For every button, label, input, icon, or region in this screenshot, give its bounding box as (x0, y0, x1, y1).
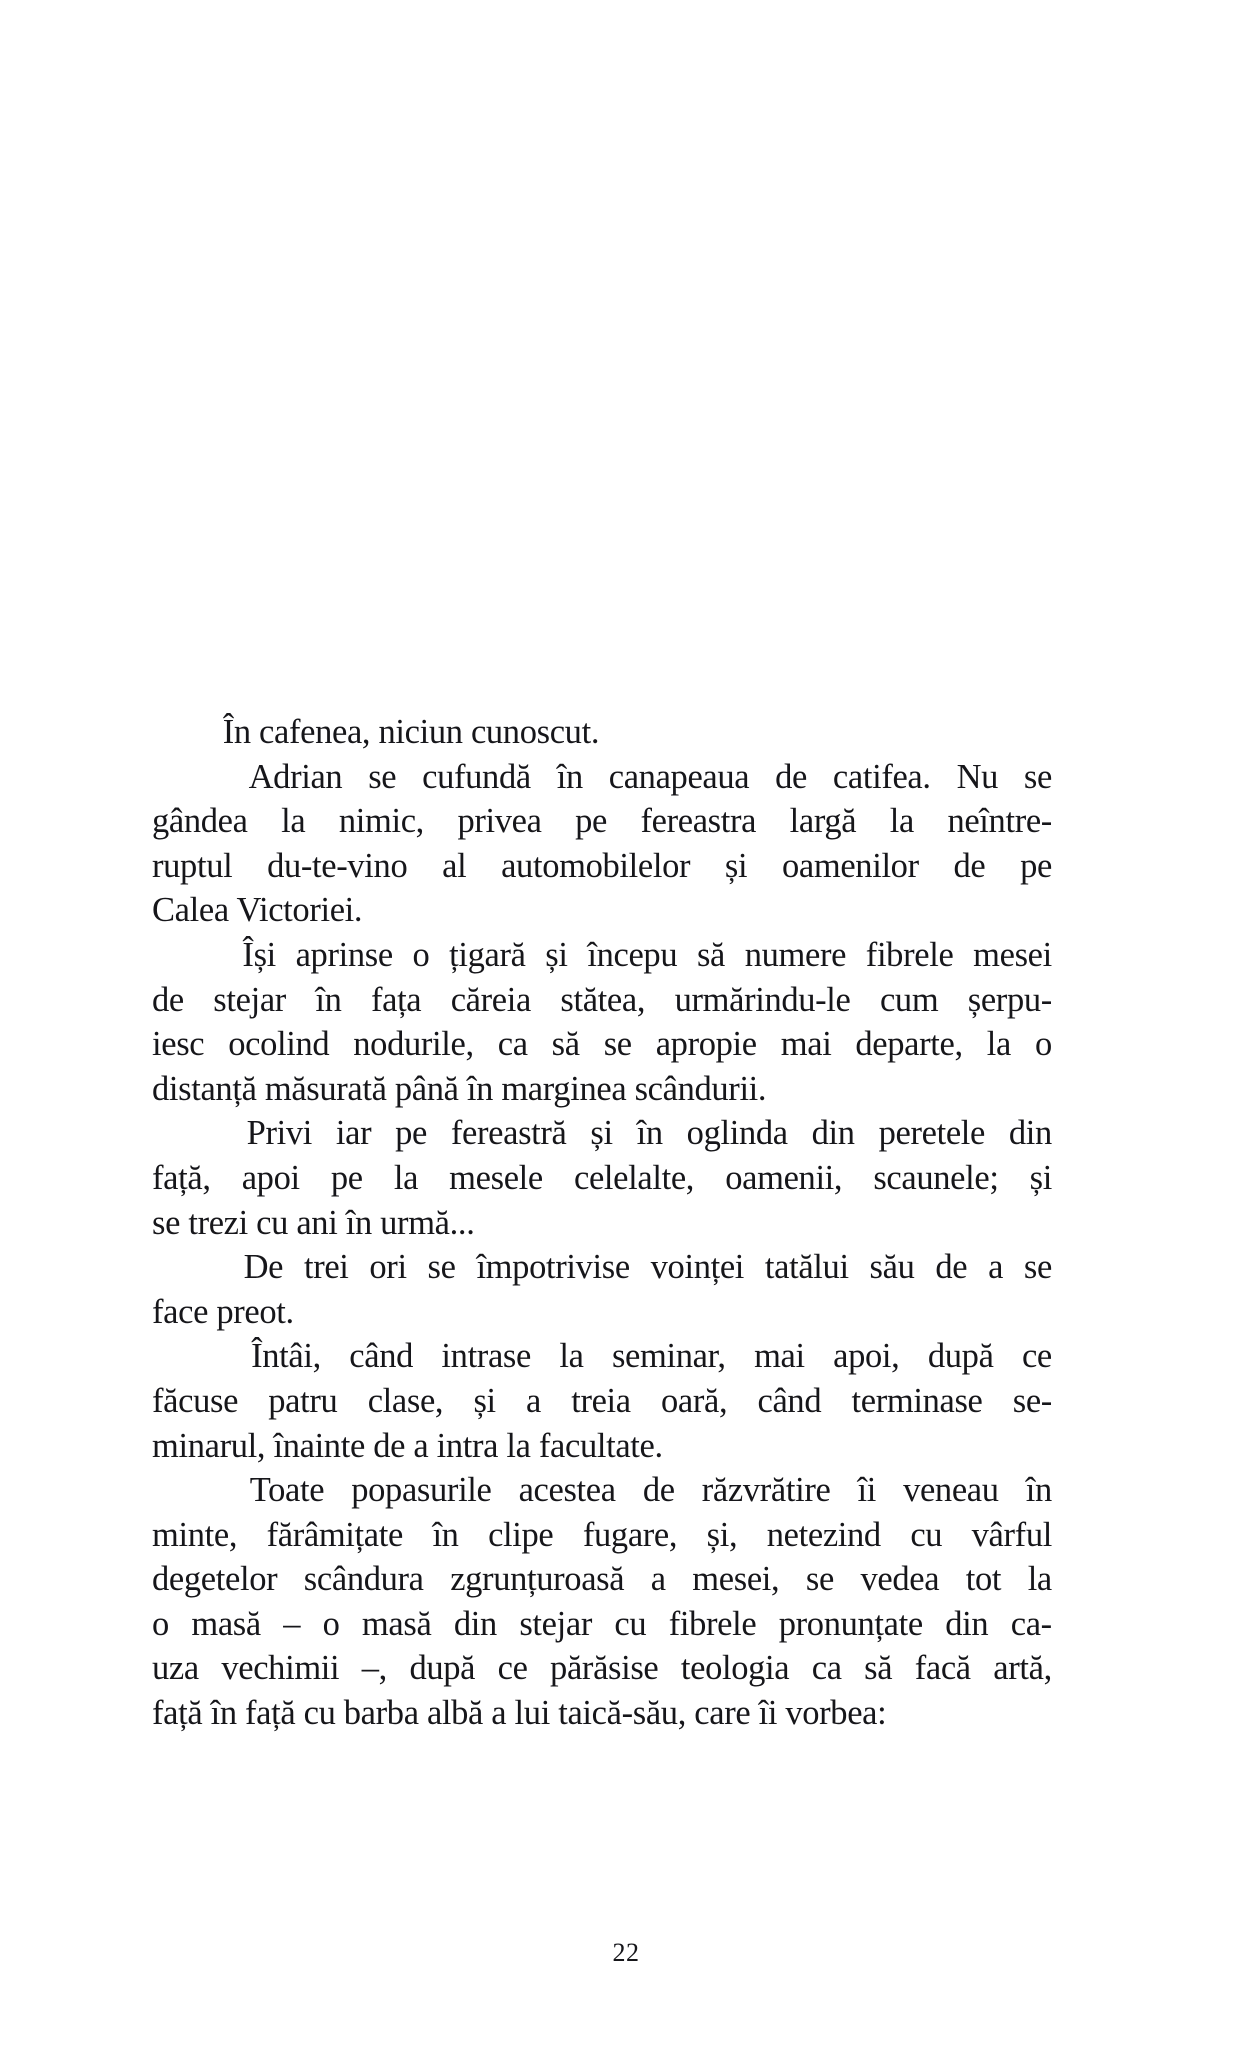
word: catifea. (832, 757, 931, 796)
word: se (603, 1025, 632, 1064)
text-line (152, 1513, 1052, 1558)
word: părăsise (550, 1649, 659, 1688)
word: apoi (241, 1158, 300, 1197)
word: vedea (860, 1560, 940, 1599)
text-line (152, 1646, 1052, 1691)
word: în (636, 1114, 663, 1153)
word: său (869, 1248, 915, 1287)
word: și (473, 1381, 496, 1420)
word: ruptul (152, 846, 233, 885)
word: în (556, 757, 583, 796)
word: De (243, 1248, 284, 1287)
word: răzvrătire (701, 1471, 831, 1510)
word: Întâi, (251, 1337, 321, 1376)
word: oamenilor (781, 846, 919, 885)
word: când (757, 1381, 822, 1420)
word: acestea (518, 1471, 616, 1510)
word: căreia (450, 980, 531, 1019)
word: neîntre- (947, 802, 1052, 841)
word: Adrian (248, 757, 343, 796)
word: și, (706, 1515, 738, 1554)
word: masă (191, 1604, 261, 1643)
word: pronunțate (778, 1604, 923, 1643)
text-line (152, 978, 1052, 1023)
word: masă (361, 1604, 432, 1643)
word: oglinda (686, 1114, 788, 1153)
word: tatălui (764, 1248, 849, 1287)
word: se (805, 1560, 834, 1599)
word: mesei (973, 935, 1052, 974)
word: în (1025, 1471, 1052, 1510)
word: intrase (441, 1337, 531, 1376)
word: Privi (246, 1114, 312, 1153)
word: îi (857, 1471, 876, 1510)
word: canapeaua (608, 757, 750, 796)
word: Își (242, 935, 276, 974)
text-line (152, 1111, 1052, 1156)
word: stătea, (560, 980, 646, 1019)
word: la (393, 1158, 419, 1197)
word: și (1029, 1158, 1052, 1197)
word: față, (152, 1158, 211, 1197)
word: o (152, 1604, 169, 1643)
word: mesei, (692, 1560, 780, 1599)
word: fibrele (668, 1604, 757, 1643)
word: scândura (303, 1560, 424, 1599)
word: nimic, (338, 802, 424, 841)
word: mesele (449, 1158, 543, 1197)
word: se (1023, 1248, 1052, 1287)
word: din (811, 1114, 855, 1153)
word: celelalte, (574, 1158, 695, 1197)
page-number: 22 (612, 1938, 640, 1967)
word: ce (1021, 1337, 1052, 1376)
word: terminase (851, 1381, 983, 1420)
word: popasurile (351, 1471, 492, 1510)
word: automobilelor (501, 846, 691, 885)
word: din (1008, 1114, 1052, 1153)
word: voinței (650, 1248, 745, 1287)
word: de (775, 757, 808, 796)
page-text-block (152, 710, 1052, 1736)
word: și (724, 846, 748, 885)
word: se (1023, 757, 1052, 796)
word: vechimii (221, 1649, 340, 1688)
text-line (152, 844, 1052, 889)
paragraph-indent (152, 1468, 223, 1513)
word: mai (780, 1025, 832, 1064)
word: fața (370, 980, 422, 1019)
word: ca (811, 1649, 842, 1688)
word: din (945, 1604, 989, 1643)
word: iar (335, 1114, 372, 1153)
word: țigară (449, 935, 526, 974)
word: teologia (680, 1649, 790, 1688)
word: după (409, 1649, 476, 1688)
word: scaunele; (873, 1158, 999, 1197)
word: privea (457, 802, 542, 841)
word: împotrivise (476, 1248, 630, 1287)
word: făcuse (152, 1381, 239, 1420)
word: stejar (519, 1604, 592, 1643)
word: largă (789, 802, 857, 841)
word: fugare, (582, 1515, 678, 1554)
word: tot (965, 1560, 1002, 1599)
word: al (442, 846, 467, 885)
word: a (988, 1248, 1004, 1287)
word: de (953, 846, 986, 885)
word: când (349, 1337, 414, 1376)
word: fărâmițate (266, 1515, 403, 1554)
word: se- (1012, 1381, 1052, 1420)
word: du-te-vino (267, 846, 408, 885)
word: pe (330, 1158, 363, 1197)
word: mai (754, 1337, 805, 1376)
text-line (152, 755, 1052, 800)
word: facă (914, 1649, 971, 1688)
word: la (889, 802, 914, 841)
word: zgrunțuroasă (450, 1560, 625, 1599)
word: a (526, 1381, 541, 1420)
word: în (432, 1515, 459, 1554)
word: trei (303, 1248, 349, 1287)
word: cu (910, 1515, 943, 1554)
word: de (152, 980, 184, 1019)
word: pe (1020, 846, 1052, 885)
word: o (412, 935, 430, 974)
word: Nu (956, 757, 999, 796)
word: –, (361, 1649, 387, 1688)
paragraph (152, 933, 1052, 1111)
word: seminar, (611, 1337, 726, 1376)
text-line: În cafenea, niciun cunoscut. (222, 713, 600, 751)
word: din (453, 1604, 497, 1643)
word: Toate (249, 1471, 325, 1510)
text-line (152, 1156, 1052, 1201)
text-line (152, 933, 1052, 978)
word: o (1034, 1025, 1052, 1064)
word: degetelor (152, 1560, 278, 1599)
word: se (427, 1248, 456, 1287)
paragraph-indent (152, 933, 223, 978)
word: se (368, 757, 397, 796)
word: și (590, 1114, 613, 1153)
word: la (281, 802, 306, 841)
word: patru (268, 1381, 338, 1420)
word: la (986, 1025, 1011, 1064)
word: apropie (655, 1025, 757, 1064)
text-line: distanță măsurată până în marginea scândurii. (152, 1069, 767, 1108)
word: de (935, 1248, 968, 1287)
word: cum (879, 980, 939, 1019)
text-line: Calea Victoriei. (152, 891, 363, 930)
word: cufundă (422, 757, 531, 796)
word: să (551, 1025, 580, 1064)
word: în (315, 980, 342, 1019)
word: fibrele (865, 935, 954, 974)
word: vârful (971, 1515, 1052, 1554)
word: de (642, 1471, 675, 1510)
word: pe (575, 802, 607, 841)
word: ca- (1010, 1604, 1052, 1643)
text-line: minarul, înainte de a intra la facultate. (152, 1426, 663, 1465)
word: treia (571, 1381, 631, 1420)
word: după (927, 1337, 994, 1376)
paragraph-indent (152, 1111, 223, 1156)
text-line (152, 1468, 1052, 1513)
text-line: față în față cu barba albă a lui taică-său, care îi vorbea: (152, 1694, 887, 1733)
word: artă, (993, 1649, 1052, 1688)
word: a (650, 1560, 666, 1599)
word: să (696, 935, 725, 974)
word: la (559, 1337, 584, 1376)
word: iesc (152, 1025, 205, 1064)
word: fereastra (640, 802, 757, 841)
word: ce (497, 1649, 528, 1688)
word: netezind (766, 1515, 881, 1554)
text-line (152, 1334, 1052, 1379)
text-line: se trezi cu ani în urmă... (152, 1203, 475, 1242)
word: apoi, (833, 1337, 900, 1376)
paragraph (152, 1468, 1052, 1736)
paragraph-indent (152, 755, 223, 800)
text-line (152, 1379, 1052, 1424)
word: departe, (855, 1025, 963, 1064)
word: fereastră (450, 1114, 567, 1153)
word: peretele (878, 1114, 985, 1153)
word: clase, (367, 1381, 444, 1420)
word: clipe (488, 1515, 554, 1554)
word: și (545, 935, 568, 974)
paragraph-indent (152, 1334, 223, 1379)
word: gândea (152, 802, 248, 841)
paragraph (152, 710, 1052, 755)
word: veneau (903, 1471, 999, 1510)
text-line (152, 799, 1052, 844)
word: uza (152, 1649, 199, 1688)
paragraph (152, 1111, 1052, 1245)
word: nodurile, (353, 1025, 474, 1064)
paragraph-indent (152, 1245, 223, 1290)
word: ca (497, 1025, 528, 1064)
text-line (152, 1557, 1052, 1602)
word: o (322, 1604, 340, 1643)
word: oamenii, (725, 1158, 843, 1197)
paragraph (152, 755, 1052, 933)
paragraph (152, 1245, 1052, 1334)
word: – (283, 1604, 301, 1643)
text-line (152, 1022, 1052, 1067)
word: ocolind (228, 1025, 330, 1064)
word: cu (614, 1604, 647, 1643)
paragraph (152, 1334, 1052, 1468)
text-line (152, 1602, 1052, 1647)
word: să (864, 1649, 893, 1688)
word: începu (587, 935, 678, 974)
word: numere (744, 935, 847, 974)
text-line (152, 1245, 1052, 1290)
word: minte, (152, 1515, 238, 1554)
word: ori (369, 1248, 407, 1287)
word: oară, (661, 1381, 728, 1420)
word: stejar (213, 980, 286, 1019)
word: urmărindu-le (674, 980, 851, 1019)
body-text (152, 710, 1052, 1736)
word: la (1027, 1560, 1052, 1599)
text-line: face preot. (152, 1292, 294, 1331)
word: pe (395, 1114, 427, 1153)
word: aprinse (295, 935, 393, 974)
word: șerpu- (967, 980, 1052, 1019)
